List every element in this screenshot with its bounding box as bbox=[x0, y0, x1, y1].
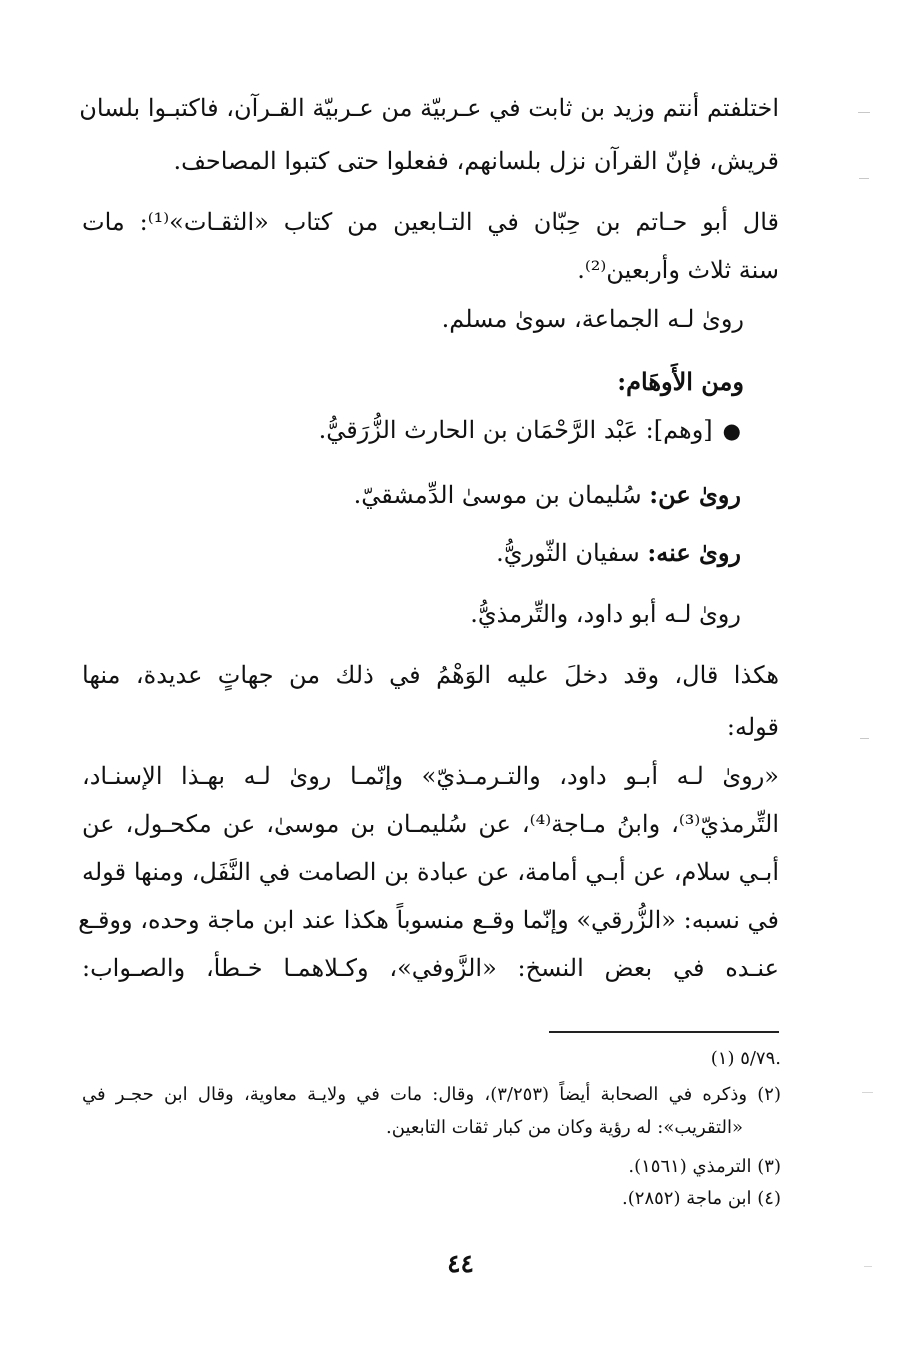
body-line-14: التِّرمذيّ⁽³⁾، وابنُ مـاجة⁽⁴⁾، عن سُليمـان بن موسىٰ، عن مكحـول، عن bbox=[82, 810, 780, 838]
entry-heading: [وهم]: عَبْد الرَّحْمَان بن الحارث الزُّرَقيُّ. bbox=[318, 416, 713, 444]
body-line-2: قريش، فإنّ القرآن نزل بلسانهم، ففعلوا حتى كتبوا المصاحف. bbox=[173, 147, 779, 175]
bullet-icon: ● bbox=[722, 419, 741, 443]
section-heading: ومن الأَوهَام: bbox=[617, 367, 744, 396]
scan-margin-mark bbox=[858, 112, 870, 113]
footnote-1: (١) ٥/٧٩. bbox=[710, 1048, 781, 1069]
page-number: ٤٤ bbox=[447, 1249, 474, 1278]
footnote-4: (٤) ابن ماجة (٢٨٥٢). bbox=[622, 1188, 781, 1209]
narrated-by-label: روىٰ عنه: bbox=[647, 538, 741, 567]
body-line-3: قال أبو حـاتم بن حِبّان في التـابعين من كتاب «الثقـات»⁽¹⁾: مات bbox=[82, 208, 779, 236]
narrated-from-label: روىٰ عن: bbox=[649, 480, 741, 509]
narrated-from-line bbox=[354, 475, 741, 515]
body-line-16: في نسبه: «الزُّرقي» وإنّما وقـع منسوباً هكذا عند ابن ماجة وحده، ووقـع bbox=[78, 906, 779, 934]
body-line-4: سنة ثلاث وأربعين⁽²⁾. bbox=[577, 256, 779, 284]
body-line-12: قوله: bbox=[726, 713, 779, 741]
footnote-2-line-1: (٢) وذكره في الصحابة أيضاً (٣/٢٥٣)، وقال: مات في ولايـة معاوية، وقال ابن حجـر في bbox=[82, 1084, 781, 1105]
footnote-2-line-2: «التقريب»: له رؤية وكان من كبار ثقات التابعين. bbox=[386, 1117, 743, 1138]
entry-line bbox=[319, 410, 741, 451]
narrated-from-value: سُليمان بن موسىٰ الدِّمشقيّ. bbox=[353, 481, 642, 509]
body-line-17: عنـده في بعض النسخ: «الزَّوفي»، وكـلاهمـا خـطأ، والصـواب: bbox=[82, 954, 779, 982]
body-line-15: أبـي سلام، عن أبـي أمامة، عن عبادة بن الصامت في النَّفَل، ومنها قوله bbox=[82, 858, 779, 886]
scan-margin-mark bbox=[860, 738, 869, 739]
body-line-1: اختلفتم أنتم وزيد بن ثابت في عـربيّة من عـربيّة القـرآن، فاكتبـوا بلسان bbox=[79, 94, 779, 122]
body-line-13: «روىٰ لـه أبـو داود، والتـرمـذيّ» وإنّمـا روىٰ لـه بهـذا الإسنـاد، bbox=[82, 762, 779, 790]
footnote-separator bbox=[549, 1031, 779, 1033]
narrated-by-value: سفيان الثّوريُّ. bbox=[496, 539, 640, 567]
scan-margin-mark bbox=[862, 1092, 873, 1093]
footnote-3: (٣) الترمذي (١٥٦١). bbox=[628, 1156, 781, 1177]
scan-margin-mark bbox=[859, 178, 869, 179]
body-line-5: روىٰ لـه الجماعة، سوىٰ مسلم. bbox=[441, 305, 744, 333]
body-line-11: هكذا قال، وقد دخلَ عليه الوَهْمُ في ذلك من جهاتٍ عديدة، منها bbox=[82, 661, 779, 689]
narrated-by-line bbox=[496, 533, 741, 573]
body-line-10: روىٰ لـه أبو داود، والتِّرمذيُّ. bbox=[470, 600, 741, 628]
